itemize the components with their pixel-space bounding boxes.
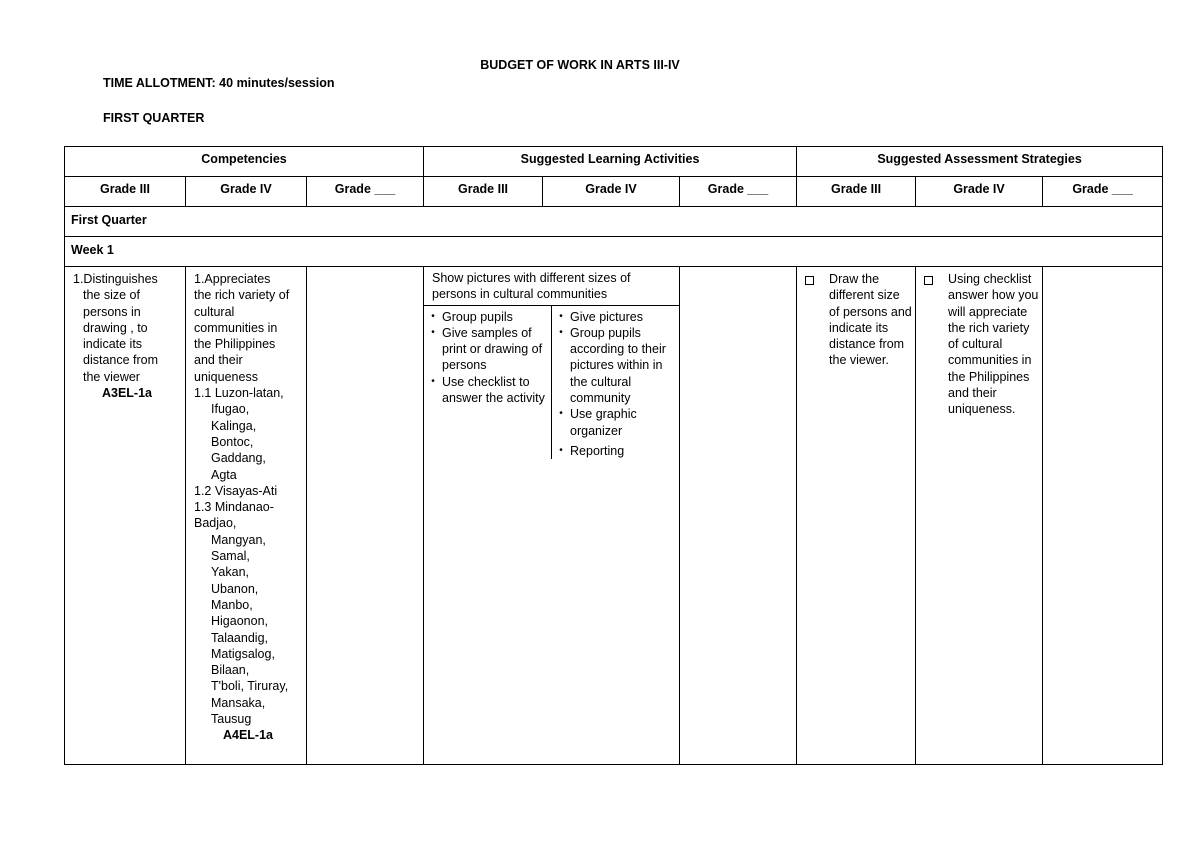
competency-g3-line: indicate its: [83, 337, 143, 352]
week-row: [65, 237, 1163, 267]
assessment-grade4-cell: [916, 267, 1043, 765]
competency-g4-line: the Philippines: [194, 337, 276, 352]
competency-g3-line: the viewer: [83, 369, 140, 384]
list-item: Using checklist answer how you will appreciate the rich variety of cultural communities in the Philippines and their uniqueness.: [916, 267, 1042, 418]
competency-g3-line: distance from: [83, 353, 159, 368]
competency-grade-blank-cell: [307, 267, 424, 765]
competency-grade-blank-header: Grade ___: [307, 177, 424, 207]
competency-g4-sub-1-3-cont: Badjao,: [194, 516, 237, 531]
quarter-heading: FIRST QUARTER: [103, 111, 205, 125]
competency-grade4-cell: [186, 267, 307, 765]
activity-grade-blank-cell: [680, 267, 797, 765]
competency-g4-line: and their: [194, 353, 243, 368]
group-header-row: [65, 147, 1163, 177]
budget-of-work-table: [64, 146, 1163, 765]
culture-item: Talaandig,: [211, 630, 268, 645]
culture-item: Gaddang,: [211, 451, 266, 466]
time-allotment: TIME ALLOTMENT: 40 minutes/session: [103, 76, 335, 90]
culture-item: Yakan,: [211, 565, 249, 580]
activities-header: Suggested Learning Activities: [424, 147, 797, 177]
culture-item: Samal,: [211, 549, 250, 564]
culture-item: Kalinga,: [211, 418, 257, 433]
bullet-icon: •: [431, 326, 435, 338]
list-item: • Group pupils: [424, 309, 549, 325]
activities-grade3-list: [424, 306, 552, 460]
culture-item: Agta: [211, 467, 237, 482]
competency-g3-line: drawing , to: [83, 320, 148, 335]
competency-g4-sub-1-3: 1.3 Mindanao-: [194, 500, 274, 515]
activities-grade4-list: [552, 306, 679, 460]
competency-grade4-header: Grade IV: [186, 177, 307, 207]
assessment-grade3-header: Grade III: [797, 177, 916, 207]
competency-g4-line: communities in: [194, 320, 278, 335]
checkbox-square-icon: [924, 276, 933, 285]
culture-item: Bontoc,: [211, 434, 254, 449]
competency-g4-line: cultural: [194, 304, 235, 319]
culture-item: Ubanon,: [211, 581, 259, 596]
activities-grade3-4-cell: [424, 267, 680, 765]
section-label: First Quarter: [65, 207, 1163, 237]
competency-g4-line: the rich variety of: [194, 288, 290, 303]
checkbox-square-icon: [805, 276, 814, 285]
list-item: • Use graphic organizer: [552, 406, 677, 439]
activity-grade-blank-header: Grade ___: [680, 177, 797, 207]
culture-item: Manbo,: [211, 597, 253, 612]
competency-g4-sub-1-1: 1.1 Luzon-latan,: [194, 386, 284, 401]
bullet-icon: •: [559, 310, 563, 322]
competency-g3-line: persons in: [83, 304, 141, 319]
assessment-grade-blank-cell: [1043, 267, 1163, 765]
activity-grade3-header: Grade III: [424, 177, 543, 207]
list-item: • Reporting: [552, 443, 677, 459]
bullet-icon: •: [559, 444, 563, 456]
culture-item: Mangyan,: [211, 532, 266, 547]
assessment-grade-blank-header: Grade ___: [1043, 177, 1163, 207]
shared-activity: Show pictures with different sizes of persons in cultural communities: [424, 267, 679, 306]
bullet-icon: •: [431, 310, 435, 322]
culture-item: T'boli, Tiruray,: [211, 679, 289, 694]
competency-g3-code: A3EL-1a: [101, 386, 153, 401]
list-item: Draw the different size of persons and indicate its distance from the viewer.: [797, 267, 915, 369]
assessment-grade4-header: Grade IV: [916, 177, 1043, 207]
bullet-icon: •: [431, 375, 435, 387]
culture-item: Tausug: [211, 712, 252, 727]
competencies-header: Competencies: [65, 147, 424, 177]
culture-item: Mansaka,: [211, 695, 266, 710]
competency-grade3-header: Grade III: [65, 177, 186, 207]
grade-header-row: [65, 177, 1163, 207]
competency-g3-line: 1.Distinguishes: [73, 272, 158, 286]
list-item: • Give samples of print or drawing of persons: [424, 325, 549, 374]
competency-g4-line: 1.Appreciates: [194, 272, 271, 286]
culture-item: Higaonon,: [211, 614, 268, 629]
culture-item: Ifugao,: [211, 402, 250, 417]
list-item: • Use checklist to answer the activity: [424, 374, 549, 407]
culture-item: Matigsalog,: [211, 646, 275, 661]
competency-grade3-cell: [65, 267, 186, 765]
activity-grade4-header: Grade IV: [543, 177, 680, 207]
list-item: • Give pictures: [552, 309, 677, 325]
bullet-icon: •: [559, 408, 563, 420]
competency-g4-sub-1-2: 1.2 Visayas-Ati: [194, 483, 278, 498]
competency-g4-line: uniqueness: [194, 369, 258, 384]
bullet-icon: •: [559, 326, 563, 338]
competency-g4-code: A4EL-1a: [222, 728, 274, 743]
section-row: [65, 207, 1163, 237]
assessment-grade3-cell: [797, 267, 916, 765]
week-label: Week 1: [65, 237, 1163, 267]
document-title: BUDGET OF WORK IN ARTS III-IV: [480, 58, 680, 72]
culture-item: Bilaan,: [211, 663, 250, 678]
assessment-header: Suggested Assessment Strategies: [797, 147, 1163, 177]
week-1-content-row: [65, 267, 1163, 765]
competency-g3-line: the size of: [83, 288, 140, 303]
list-item: • Group pupils according to their pictures within in the cultural community: [552, 325, 677, 406]
